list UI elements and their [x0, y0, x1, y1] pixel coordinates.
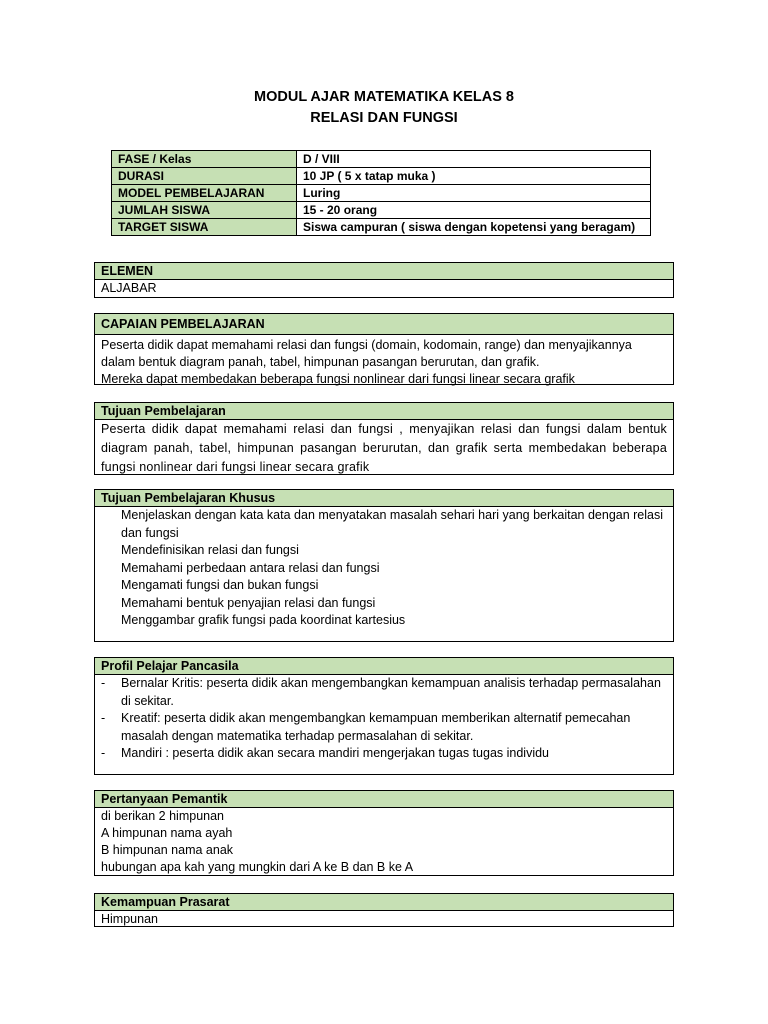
document-subtitle: RELASI DAN FUNGSI	[310, 110, 458, 126]
info-value: D / VIII	[297, 151, 651, 168]
list-item-text: Mandiri : peserta didik akan secara mandiri mengerjakan tugas tugas individu	[121, 746, 550, 760]
list-item-text: Bernalar Kritis: peserta didik akan mengembangkan kemampuan analisis terhadap permasalahan di sekitar.	[121, 676, 661, 708]
section-heading: Tujuan Pembelajaran	[95, 403, 673, 420]
tujuan-khusus-section	[94, 489, 674, 642]
paragraph: Mereka dapat membedakan beberapa fungsi nonlinear dari fungsi linear secara grafik	[101, 372, 575, 386]
text-line: hubungan apa kah yang mungkin dari A ke B dan B ke A	[101, 860, 414, 874]
paragraph: Peserta didik dapat memahami relasi dan fungsi (domain, kodomain, range) dan menyajikannya dalam bentuk diagram panah, tabel, himpunan pasangan berurutan, dan grafik.	[101, 338, 632, 369]
info-table	[111, 150, 651, 236]
info-value: 15 - 20 orang	[297, 202, 651, 219]
list-item: Mendefinisikan relasi dan fungsi	[121, 543, 299, 557]
section-body: Peserta didik dapat memahami relasi dan fungsi , menyajikan relasi dan fungsi dalam bentuk diagram panah, tabel, himpunan pasangan berurutan, dan grafik serta membedakan beberapa fungsi nonlinear dari fungsi linear secara grafik	[101, 422, 667, 474]
list-item: Menjelaskan dengan kata kata dan menyatakan masalah sehari hari yang berkaitan dengan relasi dan fungsi	[121, 508, 664, 540]
bullet-dash: -	[101, 746, 106, 760]
section-body	[95, 335, 673, 388]
profil-section	[94, 657, 674, 775]
list-item	[101, 675, 667, 710]
list-item	[101, 710, 667, 745]
document-title: MODUL AJAR MATEMATIKA KELAS 8	[254, 89, 514, 105]
table-row	[112, 168, 651, 185]
pemantik-section	[94, 790, 674, 876]
table-row	[112, 151, 651, 168]
list-item: Menggambar grafik fungsi pada koordinat kartesius	[121, 613, 406, 627]
table-row	[112, 219, 651, 236]
bullet-dash: -	[101, 676, 106, 690]
text-line: di berikan 2 himpunan	[101, 809, 224, 823]
info-value: 10 JP ( 5 x tatap muka )	[297, 168, 651, 185]
info-value: Siswa campuran ( siswa dengan kopetensi yang beragam)	[297, 219, 651, 236]
list-item: Memahami perbedaan antara relasi dan fungsi	[121, 560, 380, 575]
section-body	[95, 675, 673, 763]
info-label: JUMLAH SISWA	[112, 202, 297, 219]
bullet-dash: -	[101, 711, 106, 725]
section-heading: Profil Pelajar Pancasila	[95, 658, 673, 675]
section-heading: Kemampuan Prasarat	[95, 894, 673, 911]
list-item: Mengamati fungsi dan bukan fungsi	[121, 578, 319, 592]
section-heading: Pertanyaan Pemantik	[95, 791, 673, 808]
info-label: FASE / Kelas	[112, 151, 297, 168]
section-body: ALJABAR	[101, 281, 157, 295]
section-heading: CAPAIAN PEMBELAJARAN	[95, 314, 673, 335]
info-value: Luring	[297, 185, 651, 202]
table-row	[112, 185, 651, 202]
elemen-section	[94, 262, 674, 298]
list-item: Memahami bentuk penyajian relasi dan fungsi	[121, 595, 376, 610]
info-label: TARGET SISWA	[112, 219, 297, 236]
info-label: DURASI	[112, 168, 297, 185]
section-body: Himpunan	[101, 912, 158, 926]
capaian-section	[94, 313, 674, 385]
list-item	[101, 745, 667, 763]
section-body	[95, 507, 673, 630]
section-body	[95, 808, 673, 876]
info-label: MODEL PEMBELAJARAN	[112, 185, 297, 202]
text-line: B himpunan nama anak	[101, 843, 234, 857]
table-row	[112, 202, 651, 219]
section-heading: Tujuan Pembelajaran Khusus	[95, 490, 673, 507]
section-heading: ELEMEN	[95, 263, 673, 280]
list-item-text: Kreatif: peserta didik akan mengembangkan kemampuan memberikan alternatif pemecahan masalah dengan matematika terhadap permasalahan di sekitar.	[121, 711, 631, 743]
prasarat-section	[94, 893, 674, 927]
text-line: A himpunan nama ayah	[101, 826, 233, 840]
tujuan-section	[94, 402, 674, 475]
